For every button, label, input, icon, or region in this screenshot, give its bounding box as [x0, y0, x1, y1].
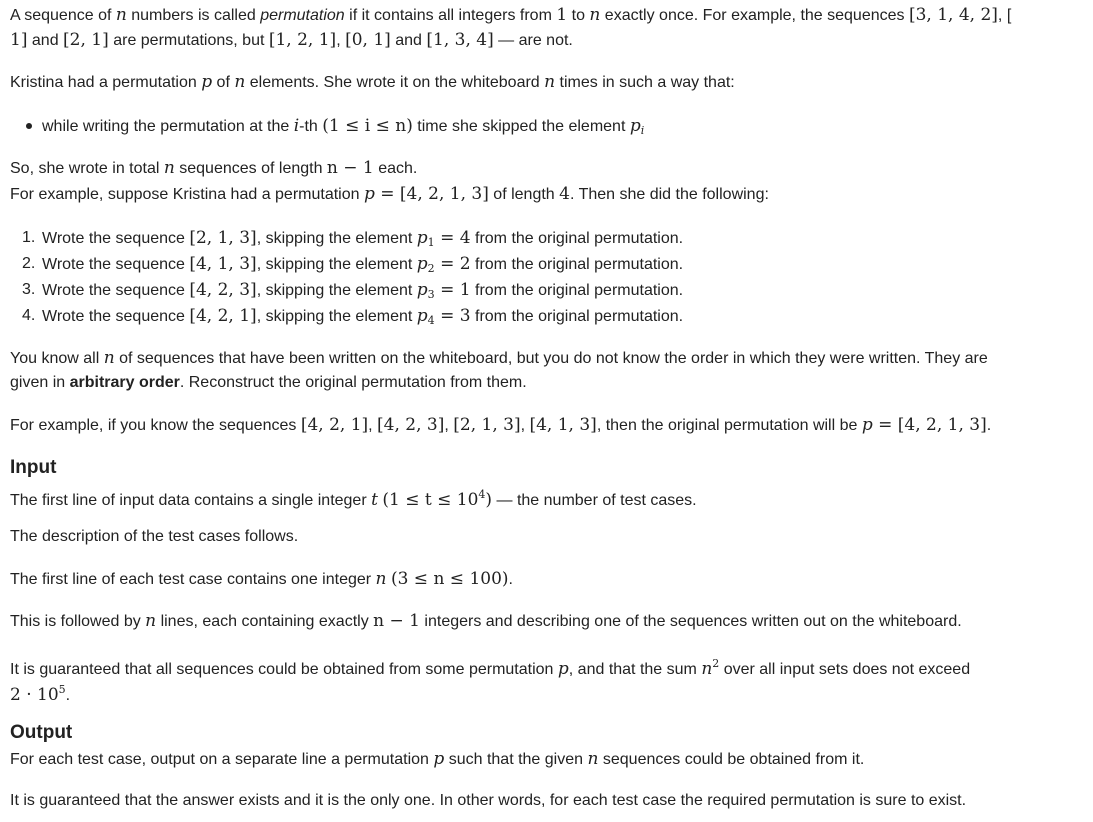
- text: — the number of test cases.: [492, 492, 697, 509]
- output-line-1: [10, 749, 864, 770]
- math-example: [2, 1]: [63, 30, 109, 50]
- text: integers and describing one of the sequences written out on the whiteboard.: [419, 613, 962, 630]
- text: . Then she did the following:: [569, 186, 769, 203]
- input-heading: Input: [10, 457, 57, 478]
- text: and: [27, 32, 64, 49]
- step-number: 1.: [22, 229, 36, 246]
- math-example: 1]: [10, 30, 28, 50]
- math-value: = 4: [434, 228, 471, 248]
- story-line-2: [10, 158, 417, 179]
- step-text: [42, 280, 683, 305]
- math-p: p: [416, 228, 428, 248]
- math-p: p: [557, 659, 569, 679]
- math-counterexample: [0, 1]: [345, 30, 391, 50]
- text: such that the given: [444, 751, 588, 768]
- output-line-2: It is guaranteed that the answer exists and it is the only one. In other words, for each test case the required permutation is sure to exist.: [10, 792, 967, 809]
- step-text: [42, 306, 683, 331]
- text: over all input sets does not exceed: [719, 661, 971, 678]
- math-value: = 3: [434, 306, 471, 326]
- math-value: = 2: [434, 254, 471, 274]
- text: Wrote the sequence: [42, 256, 190, 273]
- math-range: (3 ≤ n ≤ 100): [390, 569, 509, 589]
- text: , then the original permutation will be: [596, 417, 862, 434]
- input-line-6: [10, 680, 70, 706]
- text: , skipping the element: [256, 230, 417, 247]
- math-subscript: 2: [427, 262, 435, 275]
- text: — are not.: [493, 32, 573, 49]
- math-p: p: [416, 306, 428, 326]
- text: It is guaranteed that all sequences could be obtained from some permutation: [10, 661, 558, 678]
- text: You know all: [10, 350, 104, 367]
- step-number: 3.: [22, 281, 36, 298]
- math-n-minus-1: n − 1: [373, 611, 420, 631]
- math-sequence: [4, 2, 1]: [189, 306, 257, 326]
- text: time she skipped the element: [412, 118, 630, 135]
- math-subscript: 3: [427, 288, 435, 301]
- know-line-1: [10, 348, 988, 369]
- math-p-equals: p =: [363, 184, 400, 204]
- math-permutation: [4, 2, 1, 3]: [399, 184, 489, 204]
- math-p: p: [416, 254, 428, 274]
- text: of sequences that have been written on the whiteboard, but you do not know the order in which they were written. They are: [114, 350, 988, 367]
- text: This is followed by: [10, 613, 146, 630]
- text: sequences of length: [174, 160, 327, 177]
- math-p: p: [629, 116, 641, 136]
- text: The first line of each test case contains one integer: [10, 571, 376, 588]
- text: while writing the permutation at the: [42, 118, 294, 135]
- text: times in such a way that:: [555, 74, 735, 91]
- term-arbitrary-order: arbitrary order: [69, 374, 180, 391]
- input-line-1: [10, 485, 697, 511]
- text: So, she wrote in total: [10, 160, 164, 177]
- math-subscript: 1: [427, 236, 435, 249]
- text: of length: [488, 186, 560, 203]
- math-permutation: [4, 2, 1, 3]: [897, 415, 987, 435]
- math-n: n: [587, 749, 599, 769]
- text: are permutations, but: [108, 32, 269, 49]
- math-p-equals: p =: [861, 415, 898, 435]
- math-1: 1: [556, 5, 568, 25]
- text: if it contains all integers from: [344, 7, 557, 24]
- text: and: [390, 32, 427, 49]
- text: , [: [997, 7, 1012, 24]
- input-line-5: [10, 654, 970, 680]
- text: Kristina had a permutation: [10, 74, 202, 91]
- text: numbers is called: [126, 7, 261, 24]
- text: , skipping the element: [256, 256, 417, 273]
- math-sequence: [2, 1, 3]: [453, 415, 521, 435]
- math-n: n: [701, 659, 713, 679]
- math-value: = 1: [434, 280, 471, 300]
- step-text: [42, 254, 683, 279]
- math-range: ): [485, 490, 493, 510]
- text: Wrote the sequence: [42, 282, 190, 299]
- text: elements. She wrote it on the whiteboard: [245, 74, 545, 91]
- text: exactly once. For example, the sequences: [600, 7, 909, 24]
- text: to: [567, 7, 590, 24]
- math-p: p: [201, 72, 213, 92]
- step-text: [42, 228, 683, 253]
- math-subscript: 4: [427, 314, 435, 327]
- math-example: [3, 1, 4, 2]: [908, 5, 998, 25]
- text: from the original permutation.: [470, 282, 684, 299]
- intro-line-1: [10, 5, 1011, 26]
- text: Wrote the sequence: [42, 308, 190, 325]
- intro-line-2: 1] and [2, 1] are permutations, but [1, 2, 1], [0, 1] and [1, 3, 4] — are not.: [10, 30, 573, 50]
- math-p: p: [416, 280, 428, 300]
- math-range: (1 ≤ t ≤ 10: [382, 490, 479, 510]
- text: For example, suppose Kristina had a permutation: [10, 186, 364, 203]
- step-number: 4.: [22, 307, 36, 324]
- math-t: t: [371, 490, 378, 510]
- math-4: 4: [559, 184, 570, 204]
- text: from the original permutation.: [470, 308, 684, 325]
- text: .: [508, 571, 513, 588]
- math-superscript: 4: [478, 488, 486, 501]
- math-n: n: [145, 611, 157, 631]
- math-superscript: 5: [58, 683, 66, 696]
- math-superscript: 2: [712, 657, 720, 670]
- math-counterexample: [1, 2, 1]: [268, 30, 337, 50]
- math-sequence: [4, 1, 3]: [529, 415, 597, 435]
- text: each.: [373, 160, 418, 177]
- text: .: [986, 417, 992, 434]
- know-line-2: [10, 373, 527, 393]
- math-sequence: [4, 2, 3]: [189, 280, 257, 300]
- text: , skipping the element: [256, 282, 417, 299]
- text: , and that the sum: [568, 661, 702, 678]
- input-line-3: [10, 569, 513, 590]
- text: from the original permutation.: [470, 256, 684, 273]
- text: sequences could be obtained from it.: [598, 751, 865, 768]
- term-permutation: permutation: [260, 7, 345, 24]
- math-sequence: [4, 1, 3]: [189, 254, 257, 274]
- story-line-3: [10, 184, 769, 205]
- input-line-2: The description of the test cases follows.: [10, 528, 299, 545]
- math-n: n: [115, 5, 127, 25]
- text: A sequence of: [10, 7, 116, 24]
- math-range: (1 ≤ i ≤ n): [322, 116, 413, 136]
- step-number: 2.: [22, 255, 36, 272]
- math-p: p: [433, 749, 445, 769]
- input-line-4: [10, 611, 962, 632]
- bullet-item: [42, 116, 644, 141]
- text: lines, each containing exactly: [156, 613, 374, 630]
- math-sequence: [4, 2, 1]: [300, 415, 369, 435]
- math-subscript: i: [640, 124, 645, 137]
- output-heading: Output: [10, 722, 73, 743]
- math-n: n: [375, 569, 387, 589]
- math-n: n: [103, 348, 115, 368]
- math-n: n: [589, 5, 601, 25]
- story-line-1: [10, 72, 735, 93]
- math-sequence: [2, 1, 3]: [189, 228, 257, 248]
- text: -th: [299, 118, 323, 135]
- math-i: i: [293, 116, 300, 136]
- math-n: n: [544, 72, 556, 92]
- text: Wrote the sequence: [42, 230, 190, 247]
- math-counterexample: [1, 3, 4]: [426, 30, 494, 50]
- text: given in: [10, 374, 70, 391]
- math-n: n: [163, 158, 175, 178]
- math-n-minus-1: n − 1: [326, 158, 374, 178]
- text: The first line of input data contains a single integer: [10, 492, 372, 509]
- bullet-dot: [26, 123, 32, 129]
- text: , skipping the element: [256, 308, 417, 325]
- know-example: For example, if you know the sequences [4, 2, 1], [4, 2, 3], [2, 1, 3], [4, 1, 3], then the original permutation will be p = [4, 2, 1, 3].: [10, 415, 992, 435]
- text: of: [212, 74, 235, 91]
- text: . Reconstruct the original permutation from them.: [179, 374, 527, 391]
- math-n: n: [234, 72, 246, 92]
- math-sequence: [4, 2, 3]: [377, 415, 445, 435]
- text: For example, if you know the sequences: [10, 417, 301, 434]
- text: For each test case, output on a separate line a permutation: [10, 751, 434, 768]
- math-limit: 2 · 10: [10, 685, 59, 705]
- text: from the original permutation.: [470, 230, 684, 247]
- text: .: [65, 687, 71, 704]
